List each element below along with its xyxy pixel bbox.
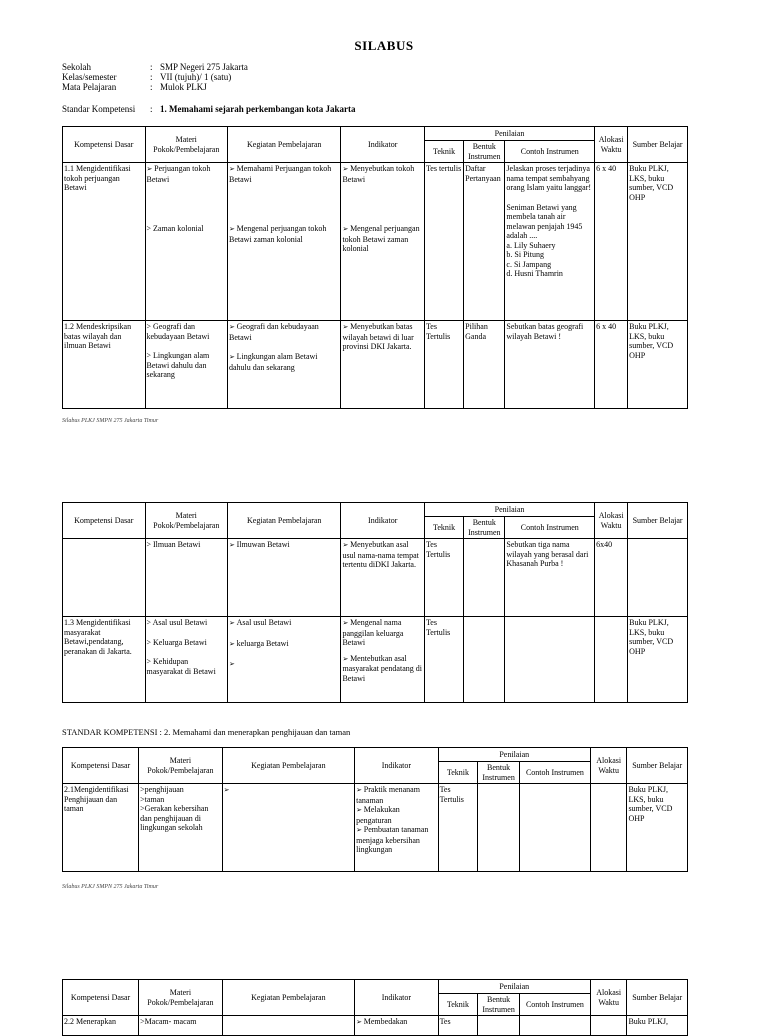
bentuk-cell — [464, 617, 505, 703]
indikator-cell — [341, 539, 425, 617]
option-c: c. Si Jampang — [506, 259, 552, 269]
sumber-cell: Buku PLKJ, LKS, buku sumber, VCD OHP — [628, 163, 688, 321]
option-a: a. Lily Suhaery — [506, 240, 556, 250]
kegiatan-item-empty — [229, 659, 339, 670]
materi-item: > Lingkungan alam Betawi dahulu dan sekarang — [146, 351, 210, 379]
header-penilaian: Penilaian — [424, 503, 594, 517]
header-teknik: Teknik — [438, 994, 478, 1016]
header-materi: Materi Pokok/Pembelajaran — [145, 503, 228, 539]
standar-value: 1. Memahami sejarah perkembangan kota Jakarta — [160, 104, 356, 114]
syllabus-table-4 — [62, 979, 688, 1036]
header-kompetensi: Kompetensi Dasar — [63, 127, 146, 163]
indikator-item: ➢ Menyebutkan tokoh Betawi — [342, 164, 423, 184]
header-sumber: Sumber Belajar — [627, 980, 688, 1016]
header-penilaian: Penilaian — [438, 748, 590, 762]
kegiatan-cell — [222, 784, 355, 872]
kegiatan-item: ➢ Lingkungan alam Betawi dahulu dan sekarang — [229, 352, 339, 372]
kegiatan-item: ➢ Geografi dan kebudayaan Betawi — [229, 322, 339, 342]
bentuk-cell — [478, 784, 520, 872]
info-label-mapel: Mata Pelajaran — [62, 82, 117, 92]
kd-cell: 2.2 Menerapkan — [63, 1016, 139, 1036]
bentuk-cell — [464, 539, 505, 617]
info-value-kelas: VII (tujuh)/ 1 (satu) — [160, 72, 232, 82]
header-penilaian: Penilaian — [424, 127, 594, 141]
materi-cell — [145, 617, 228, 703]
teknik-cell: Tes Tertulis — [424, 617, 463, 703]
contoh-cell: Sebutkan batas geografi wilayah Betawi ! — [505, 321, 595, 409]
contoh-item: Seniman Betawi yang membela tanah air melawan penjajah 1945 adalah .... — [506, 202, 583, 240]
sumber-cell — [628, 539, 688, 617]
materi-item: > Asal usul Betawi — [146, 618, 208, 627]
info-label-sekolah: Sekolah — [62, 62, 91, 72]
header-contoh: Contoh Instrumen — [505, 517, 595, 539]
header-teknik: Teknik — [424, 141, 463, 163]
sumber-cell: Buku PLKJ, LKS, buku sumber, VCD OHP — [628, 321, 688, 409]
info-colon: : — [150, 72, 153, 82]
kegiatan-item: ➢ Asal usul Betawi — [229, 618, 339, 629]
info-label-kelas: Kelas/semester — [62, 72, 117, 82]
indikator-item: ➢ Mentebutkan asal masyarakat pendatang di Betawi — [342, 654, 423, 684]
teknik-cell: Tes Tertulis — [438, 784, 478, 872]
kegiatan-cell — [222, 1016, 355, 1036]
materi-item: >penghijauan — [140, 785, 184, 794]
kegiatan-cell — [228, 617, 341, 703]
kd-cell: 1.1 Mengidentifikasi tokoh perjuangan Betawi — [63, 163, 146, 321]
alokasi-cell: 6 x 40 — [595, 321, 628, 409]
page-title: SILABUS — [354, 38, 414, 53]
indikator-cell — [355, 784, 438, 872]
sumber-cell: Buku PLKJ, LKS, buku sumber, VCD OHP — [628, 617, 688, 703]
header-alokasi: Alokasi Waktu — [590, 980, 627, 1016]
kd-cell: 1.2 Mendeskripsikan batas wilayah dan ilmuan Betawi — [63, 321, 146, 409]
kegiatan-cell — [228, 321, 341, 409]
header-kegiatan: Kegiatan Pembelajaran — [222, 980, 355, 1016]
contoh-item: Jelaskan proses terjadinya nama tempat sembahyang orang Islam yaitu langgar! — [506, 164, 592, 192]
contoh-cell — [505, 617, 595, 703]
indikator-item: ➢ Pembuatan tanaman menjaga kebersihan lingkungan — [356, 825, 436, 855]
header-sumber: Sumber Belajar — [627, 748, 688, 784]
contoh-cell — [505, 163, 595, 321]
sumber-cell: Buku PLKJ, — [627, 1016, 688, 1036]
indikator-cell — [341, 617, 425, 703]
indikator-cell — [341, 163, 425, 321]
header-teknik: Teknik — [438, 762, 478, 784]
contoh-cell — [519, 784, 590, 872]
bentuk-cell — [478, 1016, 520, 1036]
header-alokasi: Alokasi Waktu — [590, 748, 627, 784]
materi-cell — [145, 321, 228, 409]
standar-label: Standar Kompetensi — [62, 104, 136, 114]
kegiatan-item: ➢ Memahami Perjuangan tokoh Betawi — [229, 164, 339, 184]
header-contoh: Contoh Instrumen — [505, 141, 595, 163]
bentuk-cell: Daftar Pertanyaan — [464, 163, 505, 321]
header-kegiatan: Kegiatan Pembelajaran — [228, 127, 341, 163]
teknik-cell: Tes — [438, 1016, 478, 1036]
alokasi-cell — [595, 617, 628, 703]
indikator-item: ➢ Menyebutkan batas wilayah betawi di luar provinsi DKI Jakarta. — [342, 322, 423, 352]
materi-item: >taman — [140, 794, 165, 804]
option-b: b. Si Pitung — [506, 250, 544, 259]
info-colon: : — [150, 62, 153, 72]
indikator-cell — [341, 321, 425, 409]
teknik-cell: Tes Tertulis — [424, 321, 463, 409]
kd-cell: 2.1Mengidentifikasi Penghijauan dan taman — [63, 784, 139, 872]
header-kompetensi: Kompetensi Dasar — [63, 503, 146, 539]
indikator-item: ➢ Mengenal nama panggilan keluarga Betawi — [342, 618, 423, 648]
page-footer: Silabus PLKJ SMPN 275 Jakarta Timur — [62, 884, 159, 890]
header-kompetensi: Kompetensi Dasar — [63, 748, 139, 784]
kegiatan-item: ➢ Ilmuwan Betawi — [229, 540, 339, 551]
teknik-cell: Tes tertulis — [424, 163, 463, 321]
teknik-cell: Tes Tertulis — [424, 539, 463, 617]
syllabus-table-3 — [62, 747, 688, 872]
header-kegiatan: Kegiatan Pembelajaran — [222, 748, 355, 784]
contoh-cell — [519, 1016, 590, 1036]
header-contoh: Contoh Instrumen — [519, 762, 590, 784]
materi-cell — [139, 784, 222, 872]
header-materi: Materi Pokok/Pembelajaran — [139, 980, 222, 1016]
syllabus-table-1 — [62, 126, 688, 409]
page-footer: Silabus PLKJ SMPN 275 Jakarta Timur — [62, 418, 159, 424]
header-indikator: Indikator — [341, 503, 425, 539]
indikator-item: ➢ Praktik menanam tanaman — [356, 785, 436, 805]
kegiatan-cell — [228, 163, 341, 321]
materi-item: > Kehidupan masyarakat di Betawi — [146, 657, 216, 676]
header-alokasi: Alokasi Waktu — [595, 503, 628, 539]
materi-item: > Keluarga Betawi — [146, 637, 207, 647]
header-materi: Materi Pokok/Pembelajaran — [145, 127, 228, 163]
contoh-cell: Sebutkan tiga nama wilayah yang berasal dari Khasanah Purba ! — [505, 539, 595, 617]
header-bentuk: Bentuk Instrumen — [464, 517, 505, 539]
alokasi-cell — [590, 784, 627, 872]
indikator-cell — [355, 1016, 438, 1036]
header-indikator: Indikator — [341, 127, 425, 163]
kegiatan-item: ➢ keluarga Betawi — [229, 639, 339, 650]
kegiatan-item-empty — [224, 785, 354, 796]
materi-cell: > Ilmuan Betawi — [145, 539, 228, 617]
header-sumber: Sumber Belajar — [628, 503, 688, 539]
indikator-item: ➢ Mengenal perjuangan tokoh Betawi zaman kolonial — [342, 224, 423, 254]
header-alokasi: Alokasi Waktu — [595, 127, 628, 163]
kegiatan-item: ➢ Mengenal perjuangan tokoh Betawi zaman kolonial — [229, 224, 339, 244]
header-indikator: Indikator — [355, 980, 438, 1016]
indikator-item: ➢ Menyebutkan asal usul nama-nama tempat tertentu diDKI Jakarta. — [342, 540, 423, 570]
header-contoh: Contoh Instrumen — [519, 994, 590, 1016]
header-bentuk: Bentuk Instrumen — [478, 762, 520, 784]
kegiatan-cell — [228, 539, 341, 617]
indikator-item: ➢ Membedakan — [356, 1017, 436, 1028]
header-kegiatan: Kegiatan Pembelajaran — [228, 503, 341, 539]
header-kompetensi: Kompetensi Dasar — [63, 980, 139, 1016]
materi-item: > Geografi dan kebudayaan Betawi — [146, 322, 210, 341]
info-colon: : — [150, 104, 153, 114]
header-bentuk: Bentuk Instrumen — [464, 141, 505, 163]
info-colon: : — [150, 82, 153, 92]
alokasi-cell: 6 x 40 — [595, 163, 628, 321]
kd-cell — [63, 539, 146, 617]
header-materi: Materi Pokok/Pembelajaran — [139, 748, 222, 784]
header-sumber: Sumber Belajar — [628, 127, 688, 163]
materi-cell: >Macam- macam — [139, 1016, 222, 1036]
header-teknik: Teknik — [424, 517, 463, 539]
indikator-item: ➢ Melakukan pengaturan — [356, 805, 436, 825]
materi-item: > Zaman kolonial — [146, 224, 204, 233]
alokasi-cell — [590, 1016, 627, 1036]
header-indikator: Indikator — [355, 748, 438, 784]
sumber-cell: Buku PLKJ, LKS, buku sumber, VCD OHP — [627, 784, 688, 872]
bentuk-cell: Pilihan Ganda — [464, 321, 505, 409]
header-penilaian: Penilaian — [438, 980, 590, 994]
kd-cell: 1.3 Mengidentifikasi masyarakat Betawi,pendatang, peranakan di Jakarta. — [63, 617, 146, 703]
standar-kompetensi-2: STANDAR KOMPETENSI : 2. Memahami dan menerapkan penghijauan dan taman — [62, 727, 351, 737]
materi-cell — [145, 163, 228, 321]
materi-item: ➢ Perjuangan tokoh Betawi — [147, 164, 227, 184]
materi-item: >Gerakan kebersihan dan penghijauan di lingkungan sekolah — [140, 804, 209, 832]
option-d: d. Husni Thamrin — [506, 269, 563, 278]
syllabus-table-2 — [62, 502, 688, 703]
info-value-sekolah: SMP Negeri 275 Jakarta — [160, 62, 248, 72]
header-bentuk: Bentuk Instrumen — [478, 994, 520, 1016]
info-value-mapel: Mulok PLKJ — [160, 82, 207, 92]
alokasi-cell: 6x40 — [595, 539, 628, 617]
